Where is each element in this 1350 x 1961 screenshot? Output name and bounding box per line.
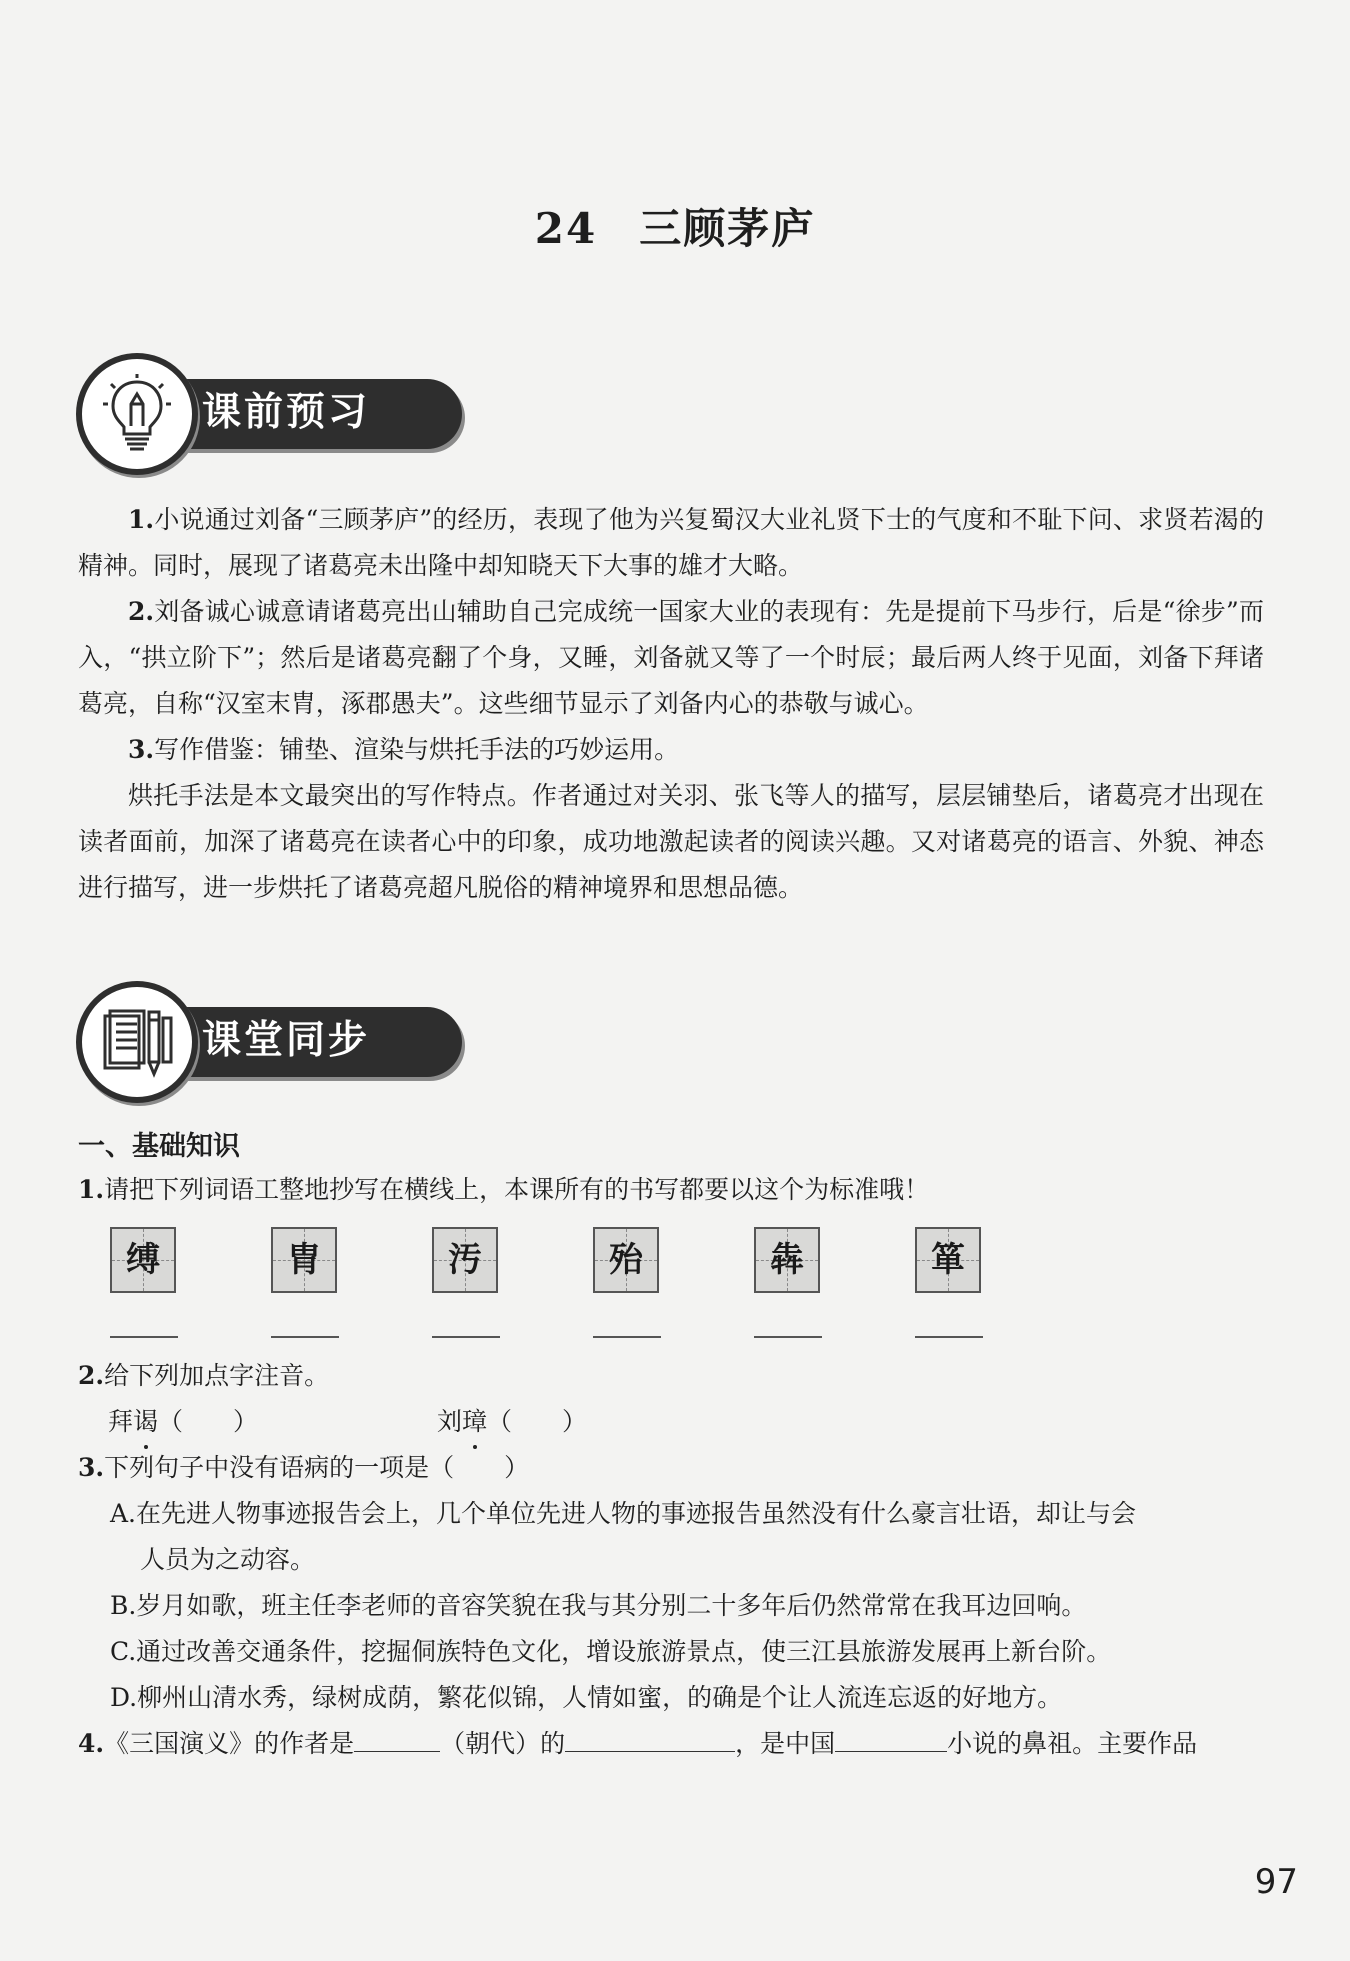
pinyin-item-2: 刘璋（ ） bbox=[437, 1400, 587, 1444]
option-c: C.通过改善交通条件，挖掘侗族特色文化，增设旅游景点，使三江县旅游发展再上新台阶。 bbox=[110, 1637, 1112, 1666]
question-1: 1.请把下列词语工整地抄写在横线上，本课所有的书写都要以这个为标准哦！ bbox=[78, 1175, 930, 1204]
fill-blank[interactable] bbox=[354, 1723, 440, 1752]
answer-line[interactable] bbox=[593, 1336, 661, 1338]
lightbulb-icon bbox=[76, 353, 198, 475]
char-box: 犇 bbox=[754, 1227, 820, 1293]
section-header-label: 课前预习 bbox=[202, 390, 371, 435]
lesson-number: 24 bbox=[534, 204, 598, 253]
fill-blank[interactable] bbox=[565, 1723, 735, 1752]
page-number: 97 bbox=[1254, 1862, 1298, 1902]
option-d: D.柳州山清水秀，绿树成荫，繁花似锦，人情如蜜，的确是个让人流连忘返的好地方。 bbox=[110, 1683, 1063, 1712]
option-b: B.岁月如歌，班主任李老师的音容笑貌在我与其分别二十多年后仍然常常在我耳边回响。 bbox=[110, 1591, 1087, 1620]
char-box: 汚 bbox=[432, 1227, 498, 1293]
section-header-classroom bbox=[76, 981, 396, 1099]
preview-paragraph-2: 2.刘备诚心诚意请诸葛亮出山辅助自己完成统一国家大业的表现有：先是提前下马步行，后是“徐步”而入，“拱立阶下”；然后是诸葛亮翻了个身，又睡，刘备就又等了一个时辰；最后两人终于见面，刘备下拜诸葛亮，自称“汉室末胄，涿郡愚夫”。这些细节显示了刘备内心的恭敬与诚心。 bbox=[78, 597, 1264, 718]
answer-line[interactable] bbox=[110, 1336, 178, 1338]
section-header-label: 课堂同步 bbox=[202, 1018, 371, 1063]
subsection-heading: 一、基础知识 bbox=[78, 1131, 240, 1162]
lesson-title-text: 三顾茅庐 bbox=[639, 204, 816, 253]
question-4: 4.《三国演义》的作者是 （朝代）的 ，是中国 小说的鼻祖。主要作品 bbox=[78, 1722, 1197, 1766]
fill-blank[interactable] bbox=[835, 1723, 947, 1752]
char-box: 殆 bbox=[593, 1227, 659, 1293]
lesson-title bbox=[0, 196, 1350, 256]
preview-text bbox=[78, 497, 1264, 911]
char-box: 胄 bbox=[271, 1227, 337, 1293]
answer-line[interactable] bbox=[432, 1336, 500, 1338]
answer-paren[interactable]: （ ） bbox=[158, 1407, 259, 1436]
char-box: 缚 bbox=[110, 1227, 176, 1293]
pinyin-item-1: 拜谒（ ） bbox=[108, 1400, 258, 1444]
preview-paragraph-3: 3.写作借鉴：铺垫、渲染与烘托手法的巧妙运用。 bbox=[128, 735, 680, 764]
question-2: 2.给下列加点字注音。 bbox=[78, 1361, 330, 1390]
answer-line[interactable] bbox=[754, 1336, 822, 1338]
book-pencil-icon bbox=[76, 981, 198, 1103]
answer-paren[interactable]: （ ） bbox=[487, 1407, 588, 1436]
answer-line[interactable] bbox=[915, 1336, 983, 1338]
option-a: A.在先进人物事迹报告会上，几个单位先进人物的事迹报告虽然没有什么豪言壮语，却让与会 人员为之动容。 bbox=[110, 1499, 1137, 1574]
char-box: 箪 bbox=[915, 1227, 981, 1293]
preview-paragraph-4: 烘托手法是本文最突出的写作特点。作者通过对关羽、张飞等人的描写，层层铺垫后，诸葛亮才出现在读者面前，加深了诸葛亮在读者心中的印象，成功地激起读者的阅读兴趣。又对诸葛亮的语言、外貌、神态进行描写，进一步烘托了诸葛亮超凡脱俗的精神境界和思想品德。 bbox=[78, 781, 1264, 902]
section-header-preview bbox=[76, 353, 396, 471]
question-3: 3.下列句子中没有语病的一项是（ ） bbox=[78, 1453, 530, 1482]
answer-line[interactable] bbox=[271, 1336, 339, 1338]
preview-paragraph-1: 1.小说通过刘备“三顾茅庐”的经历，表现了他为兴复蜀汉大业礼贤下士的气度和不耻下问、求贤若渴的精神。同时，展现了诸葛亮未出隆中却知晓天下大事的雄才大略。 bbox=[78, 505, 1264, 580]
